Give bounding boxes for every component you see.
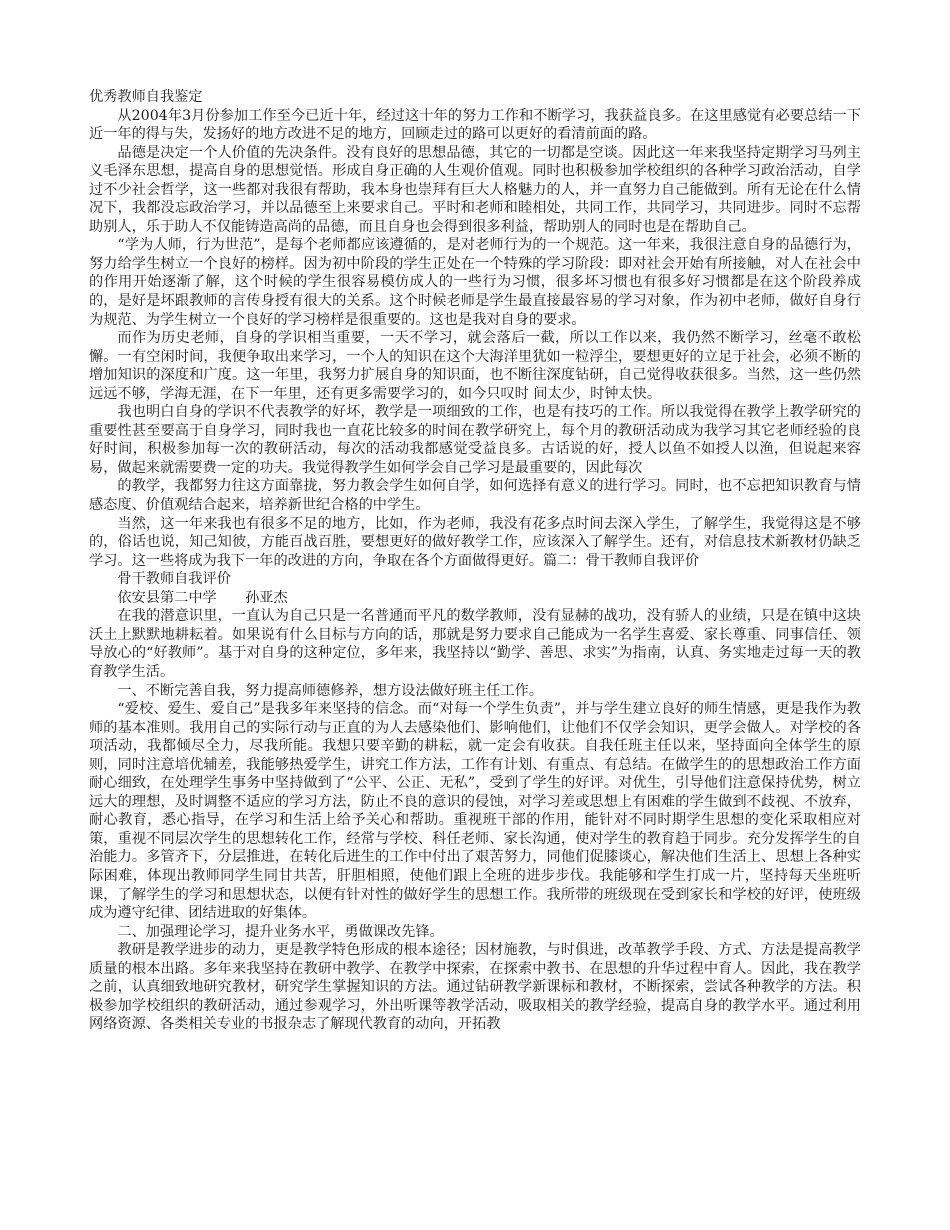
paragraph: 当然，这一年来我也有很多不足的地方，比如，作为老师，我没有花多点时间去深入学生，了解学生，我觉得这是不够的，俗话也说，知己知彼，方能百战百胜，要想更好的做好教学工作，应该深入了解学生。还有，对信息技术新教材仍缺乏学习。这一些将成为我下一年的改进的方向，争取在各个方面做得更好。篇二：骨干教师自我评价 bbox=[89, 515, 861, 569]
paragraph: “爱校、爱生、爱自己”是我多年来坚持的信念。而“对每一个学生负责”，并与学生建立良好的师生情感，更是我作为教师的基本准则。我用自己的实际行动与正直的为人去感染他们、影响他们，让他们不仅学会知识，更学会做人。对学校的各项活动，我都倾尽全力，尽我所能。我想只要辛勤的耕耘，就一定会有收获。自我任班主任以来，坚持面向全体学生的原则，同时注意培优辅差，我能够热爱学生，讲究工作方法，工作有计划、有重点、有总结。在做学生的的思想政治工作方面耐心细致，在处理学生事务中坚持做到了“公平、公正、无私”，受到了学生的好评。对优生，引导他们注意保持优势，树立远大的理想，及时调整不适应的学习方法，防止不良的意识的侵蚀，对学习差或思想上有困难的学生做到不歧视、不放弃，耐心教育，悉心指导，在学习和生活上给予关心和帮助。重视班干部的作用，能针对不同时期学生思想的变化采取相应对策，重视不同层次学生的思想转化工作，经常与学校、科任老师、家长沟通，使对学生的教育趋于同步。充分发挥学生的自治能力。多管齐下，分层推进，在转化后进生的工作中付出了艰苦努力，同他们促膝谈心，解决他们生活上、思想上各种实际困难，体现出教师同学生同甘共苦，肝胆相照，使他们跟上全班的进步步伐。我能够和学生打成一片，坚持每天坐班听课，了解学生的学习和思想状态，以便有针对性的做好学生的思想工作。我所带的班级现在受到家长和学校的好评，使班级成为遵守纪律、团结进取的好集体。 bbox=[89, 701, 861, 922]
paragraph: 而作为历史老师，自身的学识相当重要，一天不学习，就会落后一截，所以工作以来，我仍然不断学习，丝毫不敢松懈。一有空闲时间，我便争取出来学习，一个人的知识在这个大海洋里犹如一粒浮尘，要想更好的立足于社会，必须不断的增加知识的深度和广度。这一年里，我努力扩展自身的知识面，也不断往深度钻研，自己觉得收获很多。当然，这一些仍然远远不够，学海无涯，在下一年里，还有更多需要学习的，如今只叹时 间太少，时钟太快。 bbox=[89, 330, 861, 402]
section-title: 骨干教师自我评价 bbox=[117, 571, 231, 588]
paragraph: 从2004年3月份参加工作至今已近十年，经过这十年的努力工作和不断学习，我获益良多。在这里感觉有必要总结一下近一年的得与失，发扬好的地方改进不足的地方，回顾走过的路可以更好的看清前面的路。 bbox=[89, 107, 861, 143]
document-title: 优秀教师自我鉴定 bbox=[89, 89, 203, 105]
section-heading: 二、加强理论学习，提升业务水平，勇做课改先锋。 bbox=[117, 923, 444, 940]
paragraph: 的教学，我都努力往这方面靠拢，努力教会学生如何自学，如何选择有意义的进行学习。同时，也不忘把知识教育与情感态度、价值观结合起来，培养新世纪合格的中学生。 bbox=[89, 478, 861, 514]
paragraph: 在我的潜意识里，一直认为自己只是一名普通而平凡的数学教师，没有显赫的战功，没有骄人的业绩，只是在镇中这块沃土上默默地耕耘着。如果说有什么目标与方向的话，那就是努力要求自己能成为一名学生喜爱、家长尊重、同事信任、领导放心的“好教师”。基于对自身的这种定位，多年来，我坚持以“勤学、善思、求实”为指南，认真、务实地走过每一天的教育教学生活。 bbox=[89, 608, 861, 680]
paragraph: 教研是教学进步的动力，更是教学特色形成的根本途径；因材施教，与时俱进，改革教学手段、方式、方法是提高教学质量的根本出路。多年来我坚持在教研中教学、在教学中探索，在探索中教书、在思想的升华过程中育人。因此，我在教学之前，认真细致地研究教材，研究学生掌握知识的方法。通过钻研教学新课标和教材，不断探索，尝试各种教学的方法。积极参加学校组织的教研活动，通过参观学习，外出听课等教学活动，吸取相关的教学经验，提高自身的教学水平。通过利用网络资源、各类相关专业的书报杂志了解现代教育的动向，开拓教 bbox=[89, 942, 861, 1033]
section-heading: 一、不断完善自我，努力提高师德修养，想方设法做好班主任工作。 bbox=[117, 682, 544, 699]
paragraph: 品德是决定一个人价值的先决条件。没有良好的思想品德，其它的一切都是空谈。因此这一年来我坚持定期学习马列主义毛泽东思想，提高自身的思想觉悟。形成自身正确的人生观价值观。同时也积极参加学校组织的各种学习政治活动，自学过不少社会哲学，这一些都对我很有帮助，我本身也崇拜有巨大人格魅力的人，并一直努力自己能做到。所有无论在什么情况下，我都没忘政治学习，并以品德至上来要求自己。平时和老师和睦相处，共同工作，共同学习，共同进步。同时不忘帮助别人，乐于助人不仅能铸造高尚的品德，而且自身也会得到很多利益，帮助别人的同时也是在帮助自己。 bbox=[89, 144, 861, 235]
author-line: 依安县第二中学 孙亚杰 bbox=[117, 589, 288, 606]
document-body bbox=[89, 88, 861, 1034]
paragraph: 我也明白自身的学识不代表教学的好坏，教学是一项细致的工作，也是有技巧的工作。所以我觉得在教学上教学研究的重要性甚至要高于自身学习，同时我也一直花比较多的时间在教学研究上，每个月的教研活动成为我学习其它老师经验的良好时间，积极参加每一次的教研活动，每次的活动我都感觉受益良多。古话说的好，授人以鱼不如授人以渔，但说起来容易，做起来就需要费一定的功夫。我觉得教学生如何学会自己学习是最重要的，因此每次 bbox=[89, 404, 861, 476]
paragraph: “学为人师，行为世范”，是每个老师都应该遵循的，是对老师行为的一个规范。这一年来，我很注意自身的品德行为，努力给学生树立一个良好的榜样。因为初中阶段的学生正处在一个特殊的学习阶段：即对社会开始有所接触，对人在社会中的作用开始逐渐了解，这个时候的学生很容易模仿成人的一些行为习惯，很多坏习惯也有很多好习惯都是在这个阶段养成的，是好是坏跟教师的言传身授有很大的关系。这个时候老师是学生最直接最容易的学习对象，作为初中老师，做好自身行为规范、为学生树立一个良好的学习榜样是很重要的。这也是我对自身的要求。 bbox=[89, 237, 861, 328]
